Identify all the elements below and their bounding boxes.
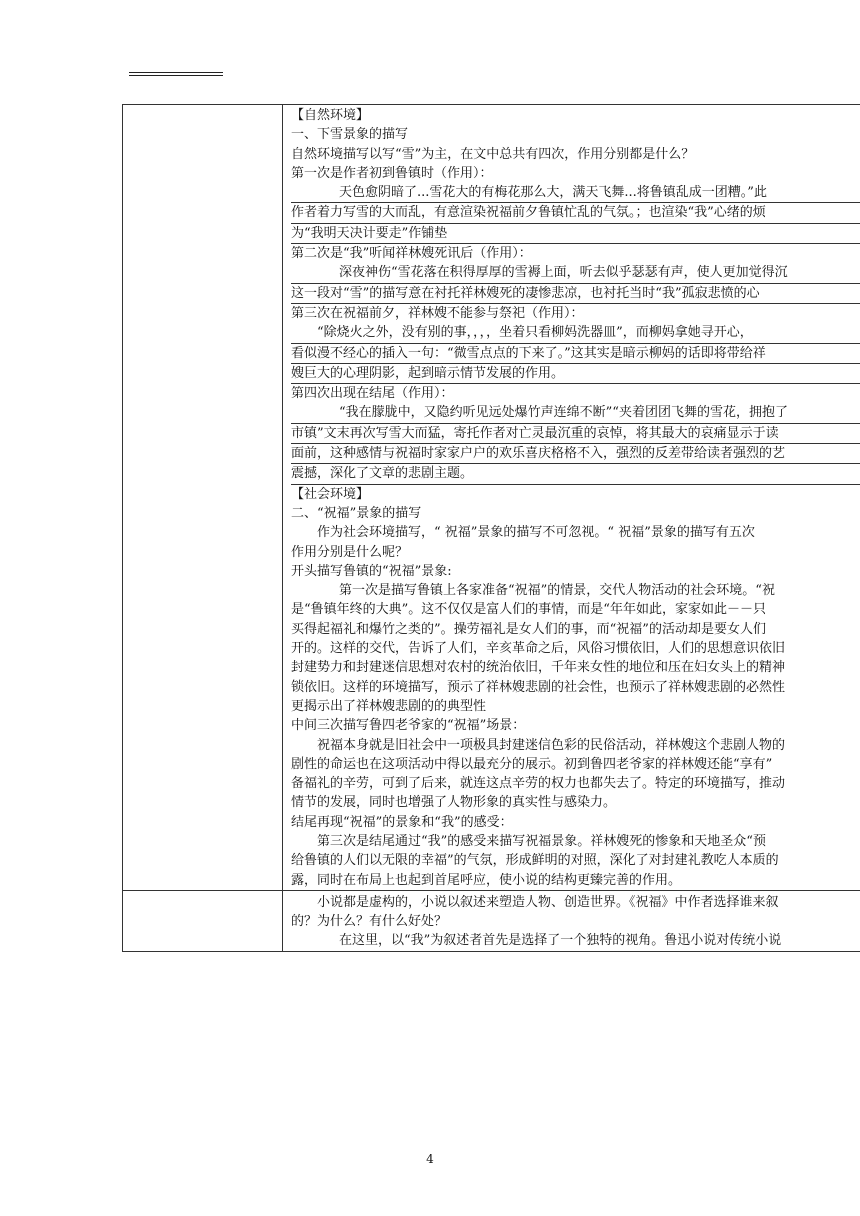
underlined-answer-line: 这一段对“雪”的描写意在衬托祥林嫂死的凄惨悲凉，也衬托当时“我”孤寂悲愤的心 [291, 284, 860, 304]
text-line: 剧性的命运也在这项活动中得以最充分的展示。初到鲁四老爷家的祥林嫂还能“享有” [291, 756, 773, 772]
text-line: 祝福本身就是旧社会中一项极具封建迷信色彩的民俗活动，祥林嫂这个悲剧人物的 [317, 737, 786, 753]
lesson-table [122, 104, 860, 952]
header-double-rule [129, 72, 223, 76]
text-line: 更揭示出了祥林嫂悲剧的的典型性 [291, 698, 487, 714]
heading-social-environment: 【社会环境】 [291, 486, 370, 502]
text-line: 第三次是结尾通过“我”的感受来描写祝福景象。祥林嫂死的惨象和天地圣众“预 [317, 833, 766, 849]
text-line: 锁依旧。这样的环境描写，预示了祥林嫂悲剧的社会性，也预示了祥林嫂悲剧的必然性 [291, 679, 786, 695]
text-line: 第二次是“我”听闻祥林嫂死讯后（作用）： [291, 246, 532, 262]
content-cell-environment [283, 105, 860, 891]
underlined-answer-line: 天色愈阴暗了...雪花大的有梅花那么大，满天飞舞...将鲁镇乱成一团糟。”此 [291, 183, 860, 203]
subheading-blessing-scene: 二、“祝福”景象的描写 [291, 505, 422, 521]
text-line: 中间三次描写鲁四老爷家的“祝福”场景： [291, 718, 526, 734]
text-line: 封建势力和封建迷信思想对农村的统治依旧，千年来女性的地位和压在妇女头上的精神 [291, 660, 786, 676]
question-line: 自然环境描写以写“雪”为主，在文中总共有四次，作用分别都是什么？ [291, 146, 695, 162]
underlined-answer-line: 深夜神伤“雪花落在积得厚厚的雪褥上面，听去似乎瑟瑟有声，使人更加觉得沉 [291, 263, 860, 283]
left-column-cell [123, 890, 283, 951]
text-line: 第一次是作者初到鲁镇时（作用）： [291, 165, 493, 181]
text-line: 第一次是描写鲁镇上各家准备“祝福”的情景，交代人物活动的社会环境。“祝 [339, 583, 775, 599]
text-line: 是“鲁镇年终的大典”。这不仅仅是富人们的事情，而是“年年如此，家家如此－－只 [291, 602, 766, 618]
text-line: 结尾再现“祝福”的景象和“我”的感受： [291, 814, 513, 830]
text-line: 开头描写鲁镇的“祝福”景象: [291, 563, 452, 579]
underlined-answer-line: 作者着力写雪的大而乱，有意渲染祝福前夕鲁镇忙乱的气氛。；也渲染“我”心绪的烦 [291, 203, 860, 223]
underlined-answer-line: “我在朦胧中，又隐约听见远处爆竹声连绵不断”“夹着团团飞舞的雪花，拥抱了 [291, 403, 860, 423]
heading-natural-environment: 【自然环境】 [291, 108, 370, 123]
text-line: 开的。这样的交代，告诉了人们，辛亥革命之后，风俗习惯依旧，人们的思想意识依旧 [291, 641, 786, 657]
left-column-cell [123, 105, 283, 891]
page-number: 4 [426, 1152, 434, 1166]
text-line: 第三次在祝福前夕，祥林嫂不能参与祭祀（作用）： [291, 305, 584, 321]
underlined-answer-line: 看似漫不经心的插入一句：“微雪点点的下来了。”这其实是暗示柳妈的话即将带给祥 [291, 344, 860, 364]
text-line: 在这里，以“我”为叙述者首先是选择了一个独特的视角。鲁迅小说对传统小说 [339, 933, 782, 949]
text-line: 第四次出现在结尾（作用）： [291, 386, 454, 402]
underlined-answer-line: “除烧火之外，没有别的事，，，，坐着只看柳妈洗器皿”，而柳妈拿她寻开心， [291, 323, 860, 343]
text-line: 备福礼的辛劳，可到了后来，就连这点辛劳的权力也都失去了。特定的环境描写，推动 [291, 776, 786, 792]
text-line: 作用分别是什么呢？ [291, 544, 409, 560]
underlined-answer-line: 为“我明天决计要走”作铺垫 [291, 224, 860, 244]
table-row-narrator [123, 890, 860, 951]
underlined-answer-line: 震撼，深化了文章的悲剧主题。 [291, 464, 860, 484]
table-row-environment [123, 105, 860, 891]
content-cell-narrator [283, 890, 860, 951]
text-line: 露，同时在布局上也起到首尾呼应，使小说的结构更臻完善的作用。 [291, 872, 682, 888]
underlined-answer-line: 面前，这种感情与祝福时家家户户的欢乐喜庆格格不入，强烈的反差带给读者强烈的艺 [291, 444, 860, 464]
question-line: 小说都是虚构的，小说以叙述来塑造人物、创造世界。《祝福》中作者选择谁来叙 [317, 894, 779, 910]
underlined-answer-line: 嫂巨大的心理阴影，起到暗示情节发展的作用。 [291, 364, 860, 384]
text-line: 作为社会环境描写，“ 祝福”景象的描写不可忽视。“ 祝福”景象的描写有五次 [317, 525, 755, 541]
text-line: 买得起福礼和爆竹之类的”。操劳福礼是女人们的事，而“祝福”的活动却是要女人们 [291, 621, 766, 637]
text-line: 给鲁镇的人们以无限的幸福”的气氛，形成鲜明的对照，深化了对封建礼教吃人本质的 [291, 853, 779, 869]
text-line: 情节的发展，同时也增强了人物形象的真实性与感染力。 [291, 795, 617, 811]
subheading-snow-scene: 一、下雪景象的描写 [291, 127, 409, 143]
question-line: 的？为什么？有什么好处？ [291, 914, 448, 930]
underlined-answer-line: 市镇”文末再次写雪大而猛，寄托作者对亡灵最沉重的哀悼，将其最大的哀痛显示于读 [291, 424, 860, 444]
